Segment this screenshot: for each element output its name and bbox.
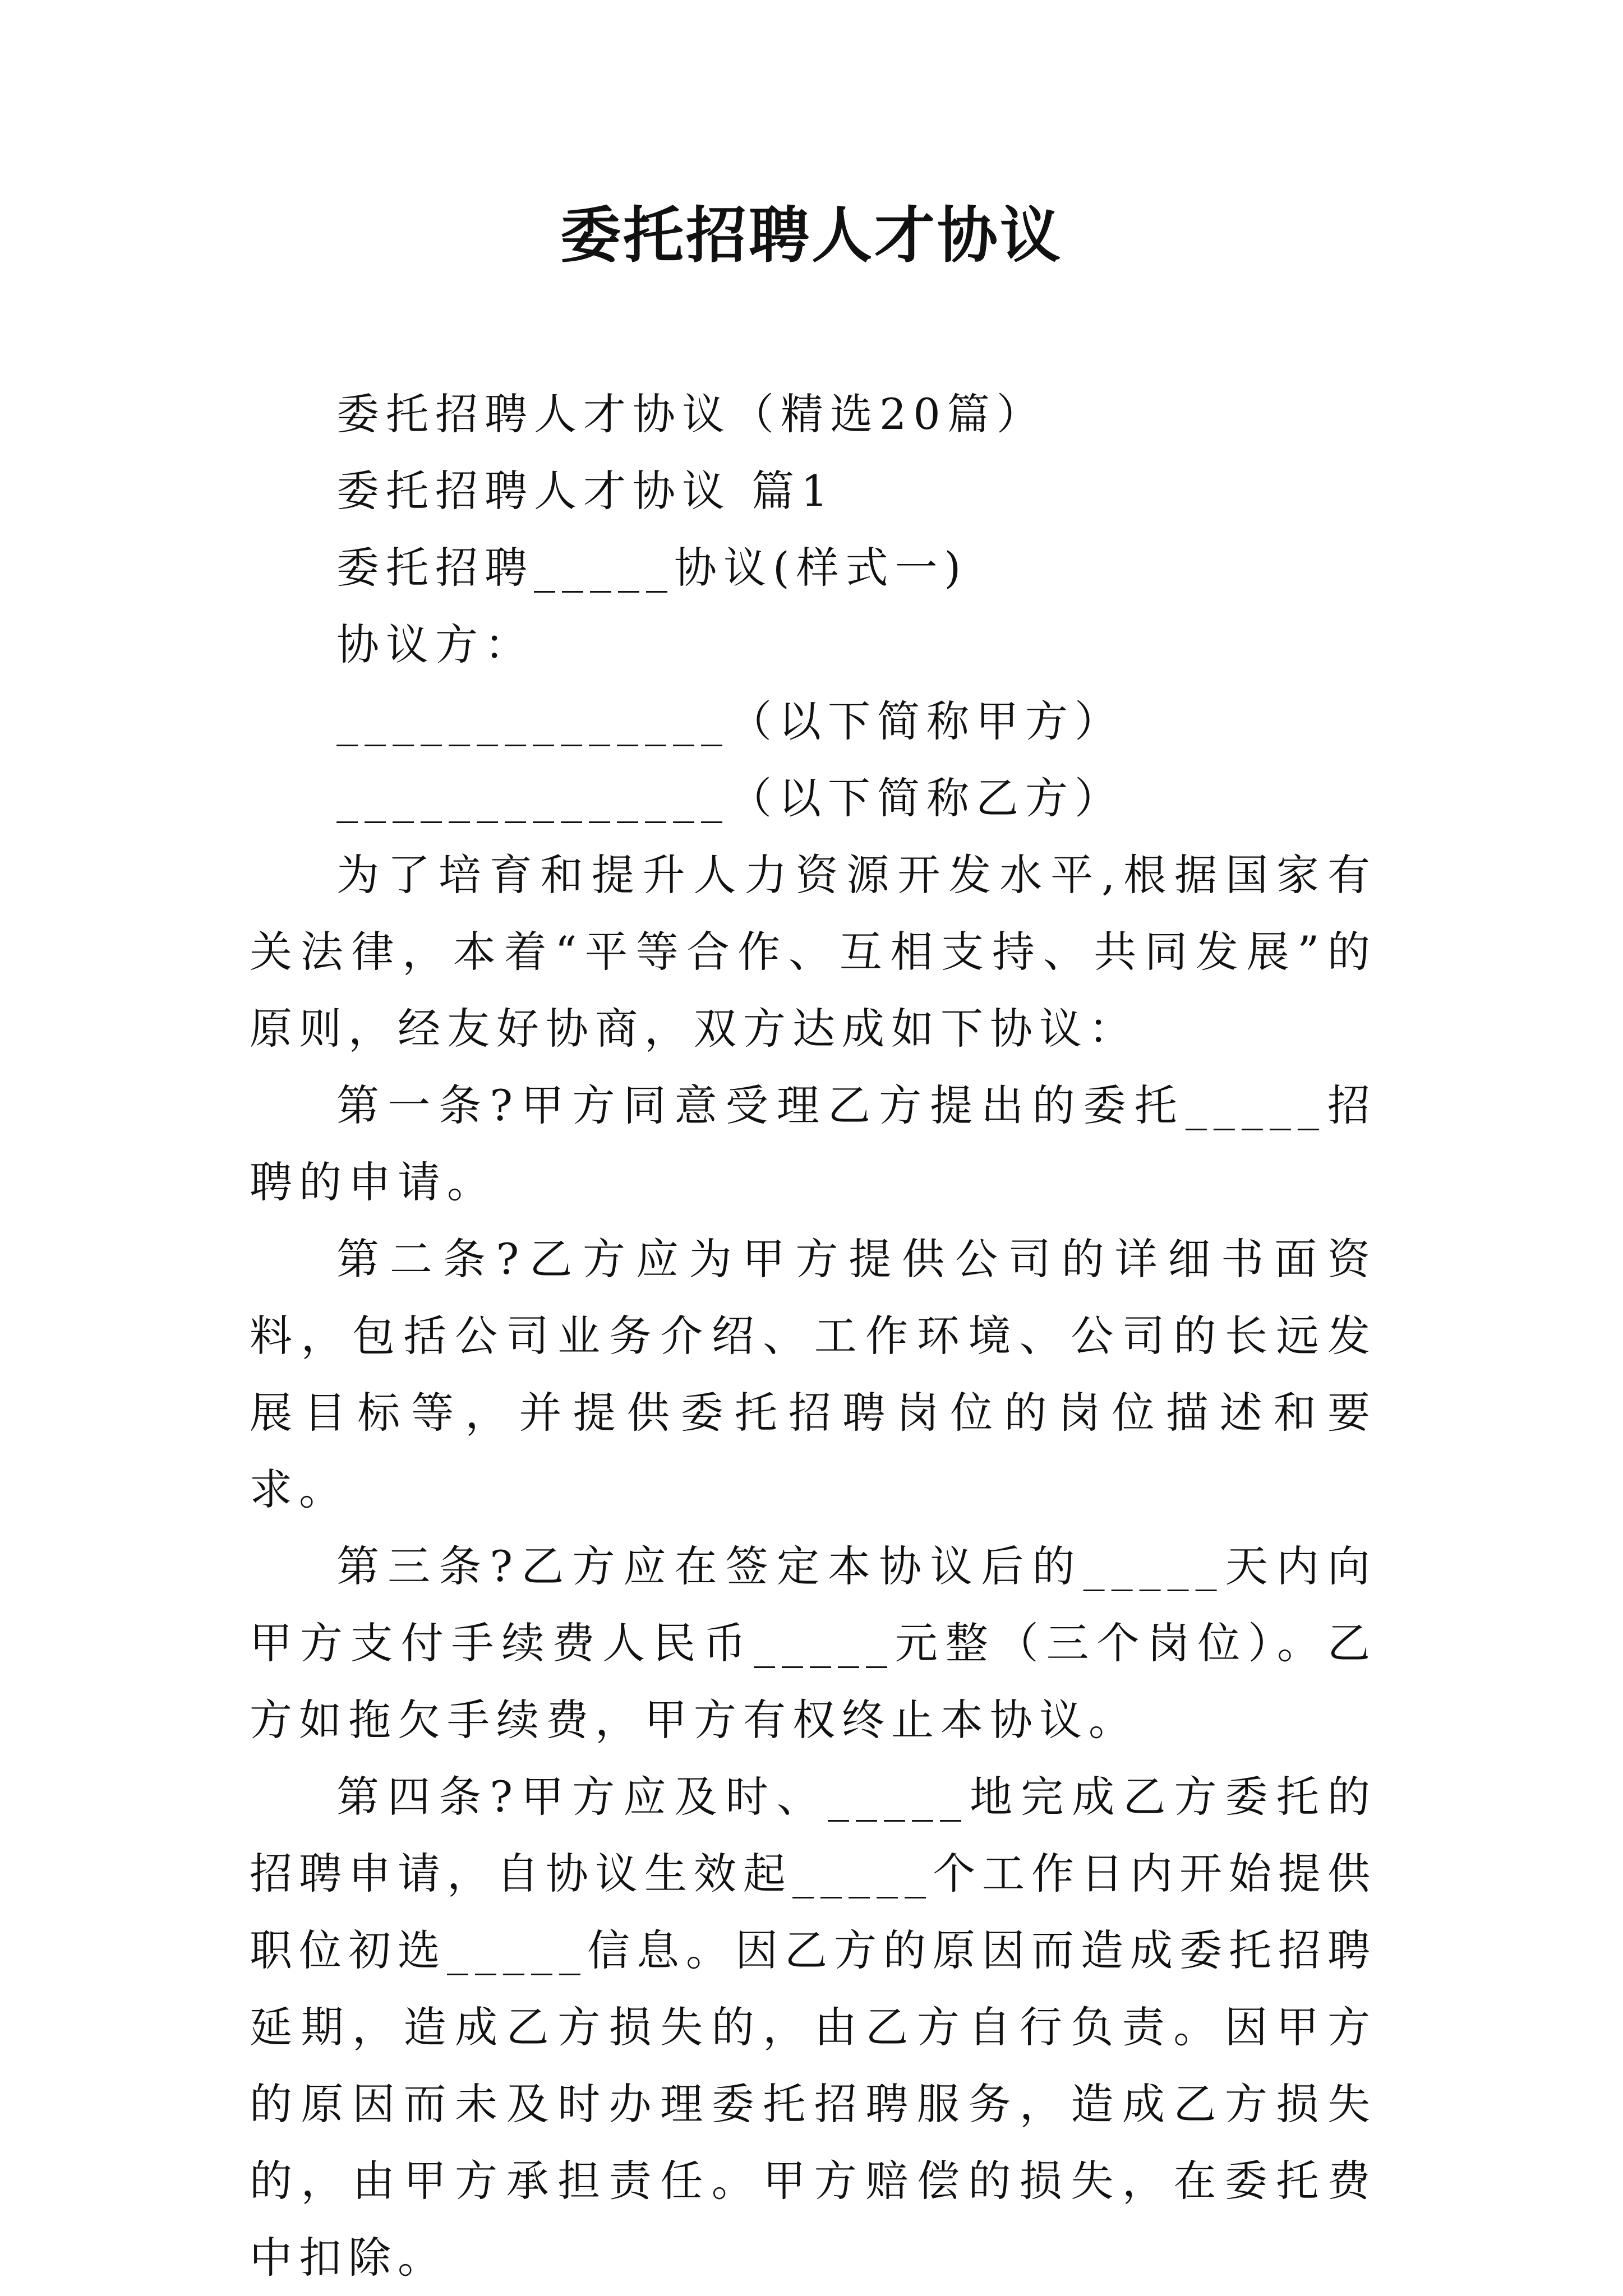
party-a-line: ______________（以下简称甲方） [336,696,1124,746]
agreement-sample-heading: 委托招聘_____协议(样式一) [336,543,968,593]
article-4-paragraph: 第四条?甲方应及时、_____地完成乙方委托的招聘申请，自协议生效起_____个工作日内开始提供职位初选_____信息。因乙方的原因而造成委托招聘延期，造成乙方损失的，由乙方自行负责。因甲方的原因而未及时办理委托招聘服务，造成乙方损失的，由甲方承担责任。甲方赔偿的损失，在委托费中扣除。 [250,1772,1377,2283]
article-2-paragraph: 第二条?乙方应为甲方提供公司的详细书面资料，包括公司业务介绍、工作环境、公司的长远发展目标等，并提供委托招聘岗位的岗位描述和要求。 [250,1234,1377,1514]
parties-label: 协议方： [336,620,534,669]
document-body [250,376,1377,2296]
party-b-line: ______________（以下简称乙方） [336,773,1124,823]
article-1-paragraph: 第一条?甲方同意受理乙方提出的委托_____招聘的申请。 [250,1080,1377,1207]
subtitle-paragraph: 委托招聘人才协议（精选20篇） [336,389,1046,439]
document-title: 委托招聘人才协议 [560,200,1063,271]
article-3-paragraph: 第三条?乙方应在签定本协议后的_____天内向甲方支付手续费人民币_____元整（三个岗位）。乙方如拖欠手续费，甲方有权终止本协议。 [250,1541,1377,1745]
preamble-paragraph: 为了培育和提升人力资源开发水平,根据国家有关法律，本着“平等合作、互相支持、共同发展”的原则，经友好协商，双方达成如下协议： [250,850,1377,1054]
section-heading: 委托招聘人才协议 篇1 [336,466,835,516]
